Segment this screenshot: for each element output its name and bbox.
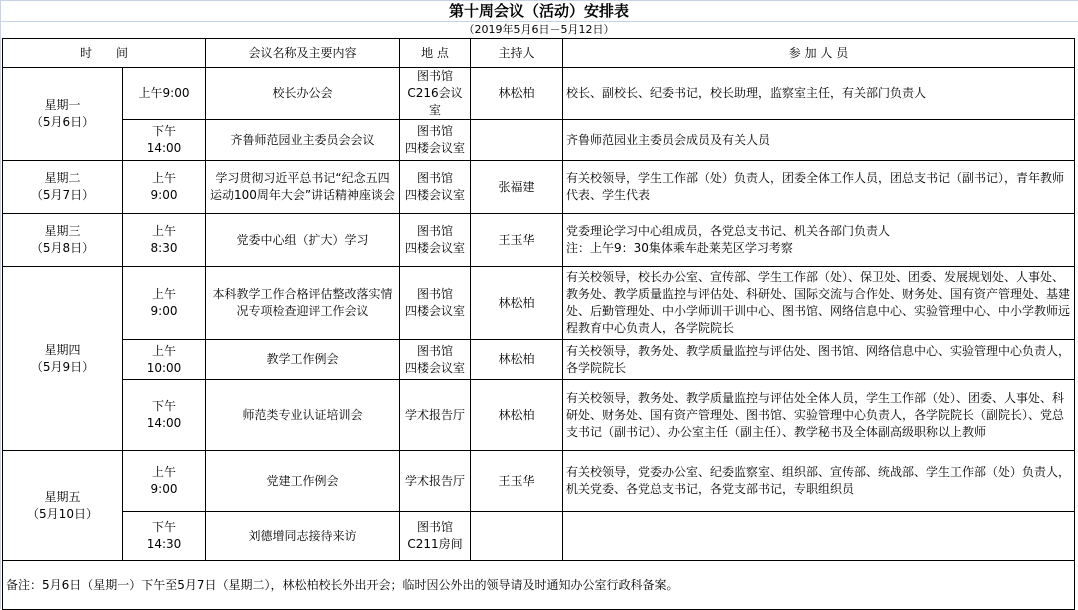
date-range: （2019年5月6日－5月12日） [463, 23, 615, 36]
attendees-cell [563, 380, 1075, 451]
meeting-cell [206, 120, 400, 161]
page-title: 第十周会议（活动）安排表 [448, 2, 629, 20]
attendees-text: 有关校领导，学生工作部（处）负责人，团委全体工作人员，团总支书记（副书记），青年教师代表、学生代表 [566, 171, 1065, 202]
location-cell [400, 512, 471, 561]
attendees-text: 党委理论学习中心组成员，各党总支书记、机关各部门负责人 [566, 224, 891, 238]
table-row [3, 267, 1075, 340]
table-row [3, 380, 1075, 451]
day-name: 星期五 [44, 489, 81, 504]
location-text: 学术报告厅 [404, 407, 465, 422]
meeting-cell [206, 214, 400, 267]
day-date: （5月9日） [30, 359, 95, 374]
location-text: 四楼会议室 [404, 241, 465, 255]
meeting-cell [206, 340, 400, 380]
location-cell [400, 161, 471, 214]
time-cell [123, 267, 206, 340]
table-row [3, 68, 1075, 120]
meeting-cell [206, 512, 400, 561]
attendees-cell [563, 120, 1075, 161]
header-meeting: 会议名称及主要内容 [206, 39, 400, 68]
table-row [3, 340, 1075, 380]
header-host: 主持人 [471, 39, 563, 68]
day-name: 星期二 [44, 171, 81, 185]
table-row [3, 451, 1075, 512]
time-text: 上午9:00 [138, 86, 190, 100]
time-text: 上午 [151, 287, 176, 301]
header-attendees: 参 加 人 员 [563, 39, 1075, 68]
time-cell [123, 161, 206, 214]
header-time: 时 间 [3, 39, 206, 68]
meeting-cell [206, 380, 400, 451]
meeting-text: 况专项检查迎评工作会议 [236, 304, 369, 318]
attendees-text: 有关校领导，教务处、教学质量监控与评估处全体人员，学生工作部（处）、团委、人事处、科研处、财务处、国有资产管理处、图书馆、实验管理中心负责人，各学院院长（副院长）、党总支书记（副书记）、办公室主任（副主任）、教学秘书及全体副高级职称以上教师 [566, 390, 1065, 439]
location-text: 图书馆 [416, 287, 453, 301]
location-cell [400, 451, 471, 512]
location-text: 四楼会议室 [404, 188, 465, 202]
day-name: 星期一 [44, 98, 81, 112]
location-text: 学术报告厅 [404, 473, 465, 488]
attendees-cell [563, 340, 1075, 380]
time-cell [123, 340, 206, 380]
time-text: 下午 [151, 520, 176, 534]
day-date: （5月8日） [30, 241, 95, 255]
location-text: 图书馆 [416, 520, 453, 534]
meeting-text: 校长办公会 [272, 86, 333, 100]
location-cell [400, 380, 471, 451]
host-cell: 林松柏 [471, 380, 563, 451]
time-text: 上午 [151, 465, 176, 479]
host-cell [471, 512, 563, 561]
time-text: 8:30 [150, 241, 178, 255]
note-row [3, 561, 1075, 610]
time-cell [123, 214, 206, 267]
day-cell [3, 451, 123, 561]
location-cell [400, 214, 471, 267]
time-text: 下午 [151, 124, 176, 138]
day-date: （5月7日） [30, 188, 95, 202]
attendees-cell [563, 512, 1075, 561]
time-text: 14:00 [146, 141, 182, 155]
day-name: 星期四 [44, 342, 81, 357]
time-cell [123, 512, 206, 561]
time-text: 9:00 [150, 188, 178, 202]
meeting-text: 党建工作例会 [266, 473, 339, 488]
table-row [3, 120, 1075, 161]
table-row [3, 214, 1075, 267]
day-cell [3, 161, 123, 214]
meeting-cell [206, 68, 400, 120]
meeting-cell [206, 451, 400, 512]
meeting-text: 刘德增同志接待来访 [248, 528, 357, 543]
location-text: 图书馆 [416, 224, 453, 238]
time-text: 下午 [151, 399, 176, 413]
location-text: C211房间 [407, 537, 463, 551]
time-text: 上午 [151, 343, 176, 358]
host-cell: 张福建 [471, 161, 563, 214]
attendees-text: 齐鲁师范园业主委员会成员及有关人员 [566, 132, 771, 147]
note-text: 备注：5月6日（星期一）下午至5月7日（星期二），林松柏校长外出开会；临时因公外出的领导请及时通知办公室行政科备案。 [3, 561, 1075, 610]
attendees-text: 有关校领导，教务处、教学质量监控与评估处、图书馆、网络信息中心、实验管理中心负责人，各学院院长 [566, 343, 1071, 375]
day-cell [3, 267, 123, 451]
day-date: （5月6日） [30, 115, 95, 129]
location-cell [400, 120, 471, 161]
attendees-text: 有关校领导，校长办公室、宣传部、学生工作部（处）、保卫处、团委、发展规划处、人事处、教务处、教学质量监控与评估处、科研处、国际交流与合作处、财务处、国有资产管理处、基建处、后勤管理处、中小学师训干训中心、图书馆、网络信息中心、实验管理中心、中小学教师远程教育中心负责人，各学院院长 [566, 270, 1071, 335]
header-location: 地 点 [400, 39, 471, 68]
time-text: 14:30 [146, 537, 182, 551]
host-cell: 王玉华 [471, 214, 563, 267]
meeting-text: 学习贯彻习近平总书记“纪念五四 [215, 171, 390, 185]
day-date: （5月10日） [27, 506, 98, 521]
time-text: 9:00 [150, 304, 178, 318]
sheet-gridline [0, 0, 1, 609]
location-text: 图书馆 [416, 124, 453, 138]
day-cell [3, 68, 123, 161]
host-cell [471, 120, 563, 161]
meeting-cell [206, 161, 400, 214]
attendees-cell [563, 68, 1075, 120]
location-text: C216会议室 [407, 86, 463, 117]
attendees-cell [563, 451, 1075, 512]
time-text: 10:00 [146, 360, 182, 375]
location-cell [400, 267, 471, 340]
table-row [3, 512, 1075, 561]
host-cell: 林松柏 [471, 68, 563, 120]
time-text: 上午 [151, 224, 176, 238]
header-row [3, 39, 1075, 68]
time-cell [123, 380, 206, 451]
location-text: 四楼会议室 [404, 141, 465, 155]
schedule-table [2, 38, 1075, 610]
table-row [3, 161, 1075, 214]
host-cell: 王玉华 [471, 451, 563, 512]
meeting-text: 师范类专业认证培训会 [242, 407, 363, 422]
location-cell [400, 68, 471, 120]
location-text: 四楼会议室 [404, 304, 465, 318]
attendees-text: 校长、副校长、纪委书记，校长助理，监察室主任，有关部门负责人 [566, 86, 927, 100]
host-cell: 林松柏 [471, 267, 563, 340]
day-cell [3, 214, 123, 267]
attendees-text: 有关校领导，党委办公室、纪委监察室、组织部、宣传部、统战部、学生工作部（处）负责人，机关党委、各党总支书记，各党支部书记，专职组织员 [566, 465, 1071, 496]
time-text: 14:00 [146, 416, 182, 430]
attendees-text: 注：上午9：30集体乘车赴莱芜区学习考察 [566, 241, 793, 255]
meeting-text: 齐鲁师范园业主委员会会议 [230, 132, 375, 147]
location-text: 图书馆 [416, 69, 453, 83]
time-cell [123, 451, 206, 512]
time-text: 上午 [151, 171, 176, 185]
time-text: 9:00 [150, 482, 178, 496]
meeting-text: 教学工作例会 [266, 352, 339, 366]
time-cell [123, 68, 206, 120]
meeting-text: 党委中心组（扩大）学习 [236, 232, 369, 247]
location-text: 图书馆 [416, 343, 453, 358]
location-text: 四楼会议室 [404, 360, 465, 375]
attendees-cell [563, 161, 1075, 214]
time-cell [123, 120, 206, 161]
location-text: 图书馆 [416, 171, 453, 185]
day-name: 星期三 [44, 224, 81, 238]
attendees-cell [563, 267, 1075, 340]
attendees-cell [563, 214, 1075, 267]
meeting-cell [206, 267, 400, 340]
meeting-text: 本科教学工作合格评估整改落实情 [212, 287, 393, 301]
host-cell: 林松柏 [471, 340, 563, 380]
meeting-text: 运动100周年大会”讲话精神座谈会 [209, 188, 396, 202]
location-cell [400, 340, 471, 380]
